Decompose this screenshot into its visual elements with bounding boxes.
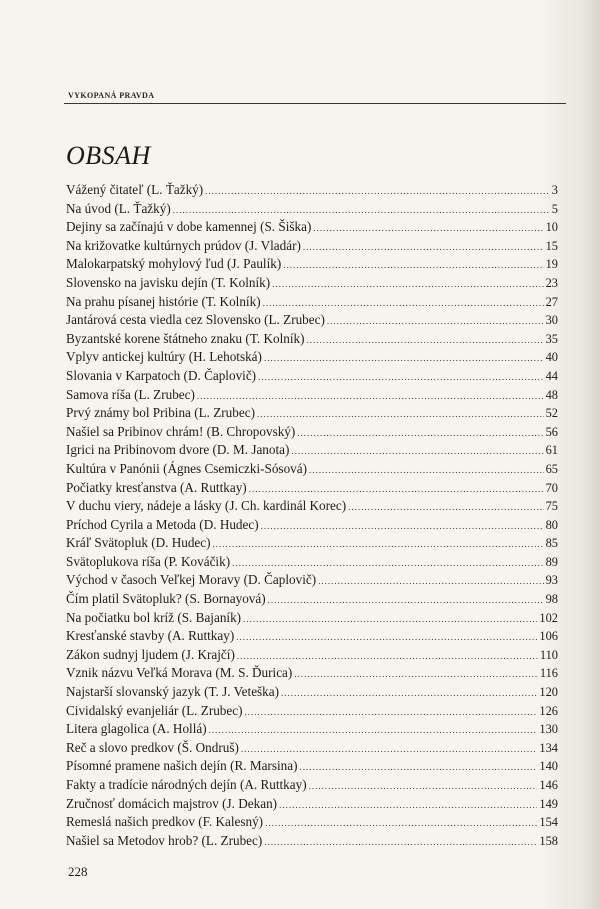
dot-leader — [303, 238, 544, 257]
dot-leader — [257, 405, 544, 424]
page-title: OBSAH — [66, 141, 151, 170]
toc-entry-title: Písomné pramene našich dejín (R. Marsina) — [66, 758, 298, 774]
toc-entry — [66, 627, 558, 646]
dot-leader — [232, 554, 544, 573]
toc-entry-title: Slovania v Karpatoch (D. Čaplovič) — [66, 367, 257, 383]
toc-entry-page: 61 — [545, 443, 558, 458]
toc-entry-page: 158 — [539, 833, 558, 848]
toc-entry — [66, 720, 558, 739]
dot-leader — [299, 758, 537, 777]
dot-leader — [327, 312, 544, 331]
toc-entry — [66, 367, 558, 386]
toc-entry-page: 98 — [545, 592, 558, 607]
toc-entry-title: Vznik názvu Veľká Morava (M. S. Ďurica) — [66, 665, 293, 681]
toc-entry-title: Vplyv antickej kultúry (H. Lehotská) — [66, 349, 262, 365]
toc-entry-page: 30 — [545, 313, 558, 328]
toc-entry-page: 149 — [539, 796, 558, 811]
toc-entry-page: 126 — [539, 703, 558, 718]
toc-entry-page: 19 — [545, 257, 558, 272]
dot-leader — [245, 703, 538, 722]
toc-entry-title: Kultúra v Panónii (Ágnes Csemiczki-Sósová) — [66, 460, 308, 476]
toc-entry-title: Na počiatku bol kríž (S. Bajaník) — [66, 609, 242, 625]
running-head: VYKOPANÁ PRAVDA — [68, 91, 155, 100]
toc-entry-page: 56 — [545, 424, 558, 439]
toc-entry-title: Dejiny sa začínajú v dobe kamennej (S. Šiška) — [66, 219, 312, 235]
toc-entry — [66, 739, 558, 758]
toc-entry-page: 70 — [545, 480, 558, 495]
toc-entry-title: Na prahu písanej histórie (T. Kolník) — [66, 293, 261, 309]
toc-entry — [66, 553, 558, 572]
toc-entry — [66, 776, 558, 795]
toc-entry-page: 35 — [545, 331, 558, 346]
toc-entry-title: Čím platil Svätopluk? (S. Bornayová) — [66, 591, 266, 607]
dot-leader — [197, 387, 544, 406]
toc-entry-page: 154 — [539, 815, 558, 830]
toc-entry-page: 80 — [545, 517, 558, 532]
toc-entry-title: Remeslá našich predkov (F. Kalesný) — [66, 814, 264, 830]
toc-entry — [66, 348, 558, 367]
toc-entry-title: Na križovatke kultúrnych prúdov (J. Vladár) — [66, 237, 301, 253]
toc-entry-page: 52 — [545, 406, 558, 421]
toc-entry — [66, 441, 558, 460]
toc-entry — [66, 813, 558, 832]
toc-entry-page: 40 — [545, 350, 558, 365]
toc-entry-page: 27 — [545, 294, 558, 309]
toc-entry — [66, 516, 558, 535]
toc-entry-page: 85 — [545, 536, 558, 551]
toc-entry-title: Zákon sudnyj ljudem (J. Krajčí) — [66, 646, 235, 662]
toc-entry — [66, 386, 558, 405]
toc-entry — [66, 757, 558, 776]
dot-leader — [281, 684, 537, 703]
toc-entry — [66, 832, 558, 851]
toc-entry — [66, 200, 558, 219]
dot-leader — [205, 182, 550, 201]
toc-entry-page: 44 — [545, 368, 558, 383]
toc-entry — [66, 571, 558, 590]
toc-entry-page: 110 — [539, 647, 558, 662]
dot-leader — [348, 498, 543, 517]
dot-leader — [279, 796, 537, 815]
toc-entry — [66, 664, 558, 683]
dot-leader — [173, 201, 550, 220]
toc-entry — [66, 795, 558, 814]
toc-entry — [66, 609, 558, 628]
dot-leader — [291, 442, 543, 461]
toc-entry-title: Vážený čitateľ (L. Ťažký) — [66, 182, 204, 197]
toc-entry — [66, 311, 558, 330]
toc-entry — [66, 534, 558, 553]
dot-leader — [241, 740, 538, 759]
dot-leader — [318, 572, 543, 591]
toc-entry-title: Najstarší slovanský jazyk (T. J. Veteška) — [66, 684, 280, 700]
toc-entry — [66, 683, 558, 702]
toc-entry-page: 15 — [545, 238, 558, 253]
toc-entry-title: Kresťanské stavby (A. Ruttkay) — [66, 628, 235, 644]
table-of-contents — [66, 181, 558, 850]
toc-entry-page: 23 — [545, 275, 558, 290]
toc-entry — [66, 404, 558, 423]
toc-entry — [66, 460, 558, 479]
toc-entry-title: Východ v časoch Veľkej Moravy (D. Čaplovič) — [66, 572, 317, 588]
toc-entry-page: 106 — [539, 629, 558, 644]
toc-entry-title: Zručnosť domácich majstrov (J. Dekan) — [66, 795, 278, 811]
toc-entry — [66, 181, 558, 200]
toc-entry-page: 48 — [545, 387, 558, 402]
dot-leader — [309, 461, 544, 480]
toc-entry-page: 89 — [545, 554, 558, 569]
toc-entry-title: Fakty a tradície národných dejín (A. Ruttkay) — [66, 777, 307, 792]
toc-entry-title: Slovensko na javisku dejín (T. Kolník) — [66, 274, 271, 290]
toc-entry-title: Našiel sa Pribinov chrám! (B. Chropovský) — [66, 423, 296, 439]
toc-entry-page: 116 — [539, 666, 558, 681]
toc-entry — [66, 423, 558, 442]
dot-leader — [313, 219, 543, 238]
toc-entry-page: 140 — [539, 759, 558, 774]
toc-entry-title: Na úvod (L. Ťažký) — [66, 200, 171, 216]
dot-leader — [294, 665, 538, 684]
dot-leader — [236, 628, 537, 647]
toc-entry-page: 120 — [539, 685, 558, 700]
toc-entry-page: 75 — [545, 499, 558, 514]
dot-leader — [258, 368, 544, 387]
dot-leader — [261, 517, 544, 536]
toc-entry-page: 130 — [539, 722, 558, 737]
toc-entry-title: Jantárová cesta viedla cez Slovensko (L. Zrubec) — [66, 312, 325, 328]
toc-entry-title: Reč a slovo predkov (Š. Ondruš) — [66, 739, 239, 755]
dot-leader — [243, 610, 537, 629]
toc-entry-title: Byzantské korene štátneho znaku (T. Kolník) — [66, 330, 305, 346]
page-number: 228 — [68, 864, 88, 879]
toc-entry — [66, 237, 558, 256]
toc-entry — [66, 590, 558, 609]
toc-entry-title: Počiatky kresťanstva (A. Ruttkay) — [66, 479, 247, 495]
toc-entry-title: Príchod Cyrila a Metoda (D. Hudec) — [66, 516, 259, 532]
dot-leader — [209, 721, 538, 740]
dot-leader — [264, 833, 537, 852]
toc-entry — [66, 330, 558, 349]
toc-entry-title: Malokarpatský mohylový ľud (J. Paulík) — [66, 256, 282, 272]
dot-leader — [283, 256, 543, 275]
dot-leader — [272, 275, 543, 294]
dot-leader — [264, 349, 544, 368]
toc-entry — [66, 255, 558, 274]
toc-entry-page: 5 — [551, 201, 558, 216]
dot-leader — [263, 294, 544, 313]
dot-leader — [265, 814, 537, 833]
toc-entry-title: Igrici na Pribinovom dvore (D. M. Janota) — [66, 442, 290, 458]
toc-entry-page: 65 — [545, 461, 558, 476]
dot-leader — [213, 535, 544, 554]
toc-entry-page: 134 — [539, 740, 558, 755]
toc-entry-title: Litera glagolica (A. Hollá) — [66, 721, 207, 737]
header-rule — [64, 103, 566, 104]
toc-entry-page: 93 — [545, 573, 558, 588]
dot-leader — [307, 331, 544, 350]
dot-leader — [309, 777, 538, 796]
dot-leader — [297, 424, 543, 443]
toc-entry-title: Našiel sa Metodov hrob? (L. Zrubec) — [66, 832, 263, 848]
toc-entry-title: Samova ríša (L. Zrubec) — [66, 386, 195, 402]
toc-entry — [66, 479, 558, 498]
toc-entry-page: 102 — [539, 610, 558, 625]
dot-leader — [237, 647, 538, 666]
toc-entry — [66, 497, 558, 516]
toc-entry-title: Svätoplukova ríša (P. Kováčik) — [66, 553, 231, 569]
toc-entry-title: Prvý známy bol Pribina (L. Zrubec) — [66, 405, 255, 421]
toc-entry-title: Kráľ Svätopluk (D. Hudec) — [66, 535, 211, 551]
toc-entry-title: Cividalský evanjeliár (L. Zrubec) — [66, 702, 243, 718]
toc-entry — [66, 293, 558, 312]
dot-leader — [249, 480, 544, 499]
toc-entry-page: 10 — [545, 220, 558, 235]
toc-entry-page: 3 — [551, 183, 558, 197]
dot-leader — [268, 591, 544, 610]
toc-entry — [66, 702, 558, 721]
toc-entry-page: 146 — [539, 778, 558, 792]
toc-entry — [66, 218, 558, 237]
toc-entry — [66, 274, 558, 293]
toc-entry-title: V duchu viery, nádeje a lásky (J. Ch. kardinál Korec) — [66, 498, 347, 514]
toc-entry — [66, 646, 558, 665]
